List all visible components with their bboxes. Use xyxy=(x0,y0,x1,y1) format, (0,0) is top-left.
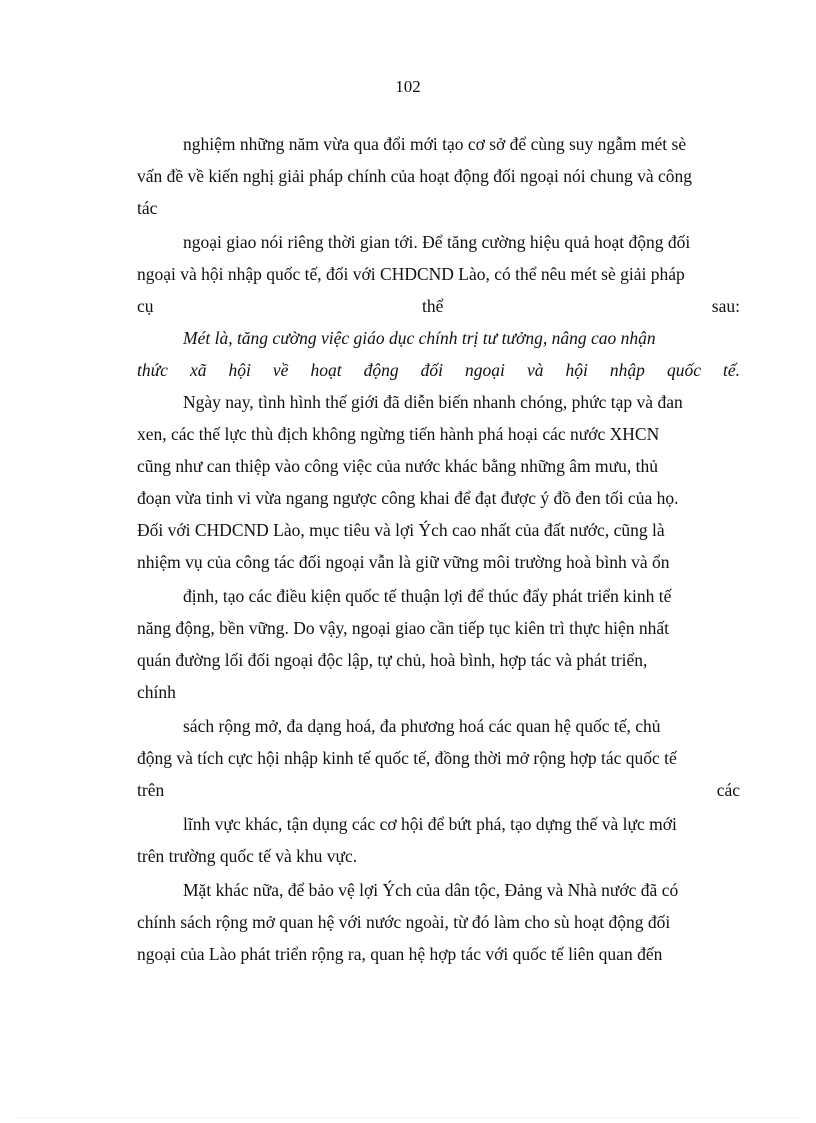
text-line: xen, các thế lực thù địch không ngừng tiến hành phá hoại các nước XHCN xyxy=(137,424,660,444)
text-line: năng động, bền vững. Do vậy, ngoại giao cần tiếp tục kiên trì thực hiện nhất xyxy=(137,618,670,638)
text-line: đoạn vừa tinh vi vừa ngang ngược công khai để đạt được ý đồ đen tối của họ. xyxy=(137,488,679,508)
text-line: định, tạo các điều kiện quốc tế thuận lợi để thúc đẩy phát triển kinh tế xyxy=(183,586,672,606)
text-line: trên trường quốc tế và khu vực. xyxy=(137,846,358,866)
text-line: ngoại của Lào phát triển rộng ra, quan hệ hợp tác với quốc tế liên quan đến xyxy=(137,944,663,964)
text-line: ngoại và hội nhập quốc tế, đối với CHDCND Lào, có thể nêu mét sè giải pháp xyxy=(137,264,685,284)
text-line: Ngày nay, tình hình thế giới đã diễn biến nhanh chóng, phức tạp và đan xyxy=(183,392,683,412)
text-line: lĩnh vực khác, tận dụng các cơ hội để bứt phá, tạo dựng thế và lực mới xyxy=(183,814,677,834)
text-line: Mét là, tăng cường việc giáo dục chính trị tư tưởng, nâng cao nhận xyxy=(183,328,656,348)
text-line: động và tích cực hội nhập kinh tế quốc tế, đồng thời mở rộng hợp tác quốc tế xyxy=(137,748,677,768)
text-line: vấn đề về kiến nghị giải pháp chính của hoạt động đối ngoại nói chung và công xyxy=(137,166,693,186)
text-line: trên các xyxy=(137,780,740,800)
text-line: thức xã hội về hoạt động đối ngoại và hội nhập quốc tế. xyxy=(137,360,740,380)
text-line: nghiệm những năm vừa qua đổi mới tạo cơ sở để cùng suy ngẫm mét sè xyxy=(183,134,687,154)
page-number: 102 xyxy=(395,77,421,96)
text-line: Mặt khác nữa, để bảo vệ lợi Ých của dân tộc, Đảng và Nhà nước đã có xyxy=(183,880,679,900)
text-line: Đối với CHDCND Lào, mục tiêu và lợi Ých cao nhất của đất nước, cũng là xyxy=(137,520,665,540)
text-line: chính sách rộng mở quan hệ với nước ngoài, từ đó làm cho sù hoạt động đối xyxy=(137,912,671,932)
text-line: cụ thể sau: xyxy=(137,296,740,316)
text-line: nhiệm vụ của công tác đối ngoại vẫn là giữ vững môi trường hoà bình và ổn xyxy=(137,552,670,572)
text-line: tác xyxy=(137,198,158,218)
text-line: quán đường lối đối ngoại độc lập, tự chủ, hoà bình, hợp tác và phát triển, xyxy=(137,650,648,670)
text-line: cũng như can thiệp vào công việc của nước khác bằng những âm mưu, thủ xyxy=(137,456,659,476)
text-line: sách rộng mở, đa dạng hoá, đa phương hoá các quan hệ quốc tế, chủ xyxy=(183,716,661,736)
text-line: chính xyxy=(137,682,176,702)
page-bottom-edge xyxy=(18,1117,798,1118)
text-line: ngoại giao nói riêng thời gian tới. Để tăng cường hiệu quả hoạt động đối xyxy=(183,232,691,252)
